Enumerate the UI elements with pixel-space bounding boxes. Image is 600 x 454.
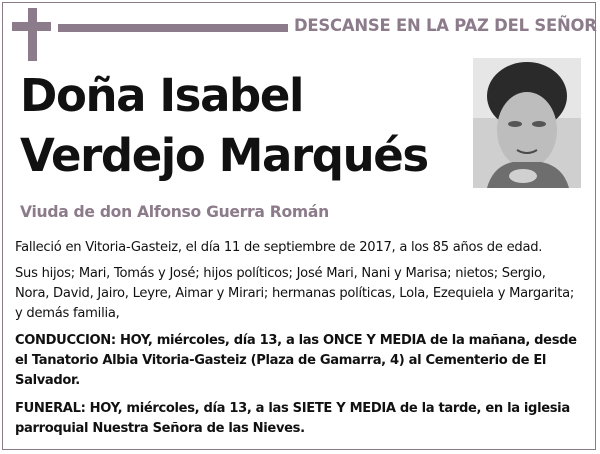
funeral-text: FUNERAL: HOY, miércoles, día 13, a las SIETE Y MEDIA de la tarde, en la iglesia parroquial Nuestra Señora de las Nieves. bbox=[15, 401, 570, 436]
latin-cross-icon bbox=[28, 8, 37, 61]
widow-subtitle: Viuda de don Alfonso Guerra Román bbox=[20, 203, 329, 221]
header-divider-bar bbox=[58, 24, 288, 32]
portrait-photo bbox=[473, 58, 581, 188]
death-notice-text: Falleció en Vitoria-Gasteiz, el día 11 de septiembre de 2017, a los 85 años de edad. bbox=[15, 240, 543, 255]
portrait-illustration bbox=[473, 58, 581, 188]
conduccion-text: CONDUCCION: HOY, miércoles, día 13, a las ONCE Y MEDIA de la mañana, desde el Tanatorio Albia Vitoria-Gasteiz (Plaza de Gamarra, 4) al Cementerio de El Salvador. bbox=[15, 333, 577, 388]
deceased-name-line1: Doña Isabel bbox=[20, 69, 303, 122]
family-text: Sus hijos; Mari, Tomás y José; hijos políticos; José Mari, Nani y Marisa; nietos; Sergio, Nora, David, Jairo, Leyre, Aimar y Mirari; hermanas políticas, Lola, Ezequiela y Margarita; y demás familia, bbox=[15, 266, 575, 321]
deceased-name-line2: Verdejo Marqués bbox=[20, 129, 428, 182]
motto-heading: DESCANSE EN LA PAZ DEL SEÑOR bbox=[294, 16, 597, 35]
latin-cross-icon-arm bbox=[12, 22, 51, 31]
